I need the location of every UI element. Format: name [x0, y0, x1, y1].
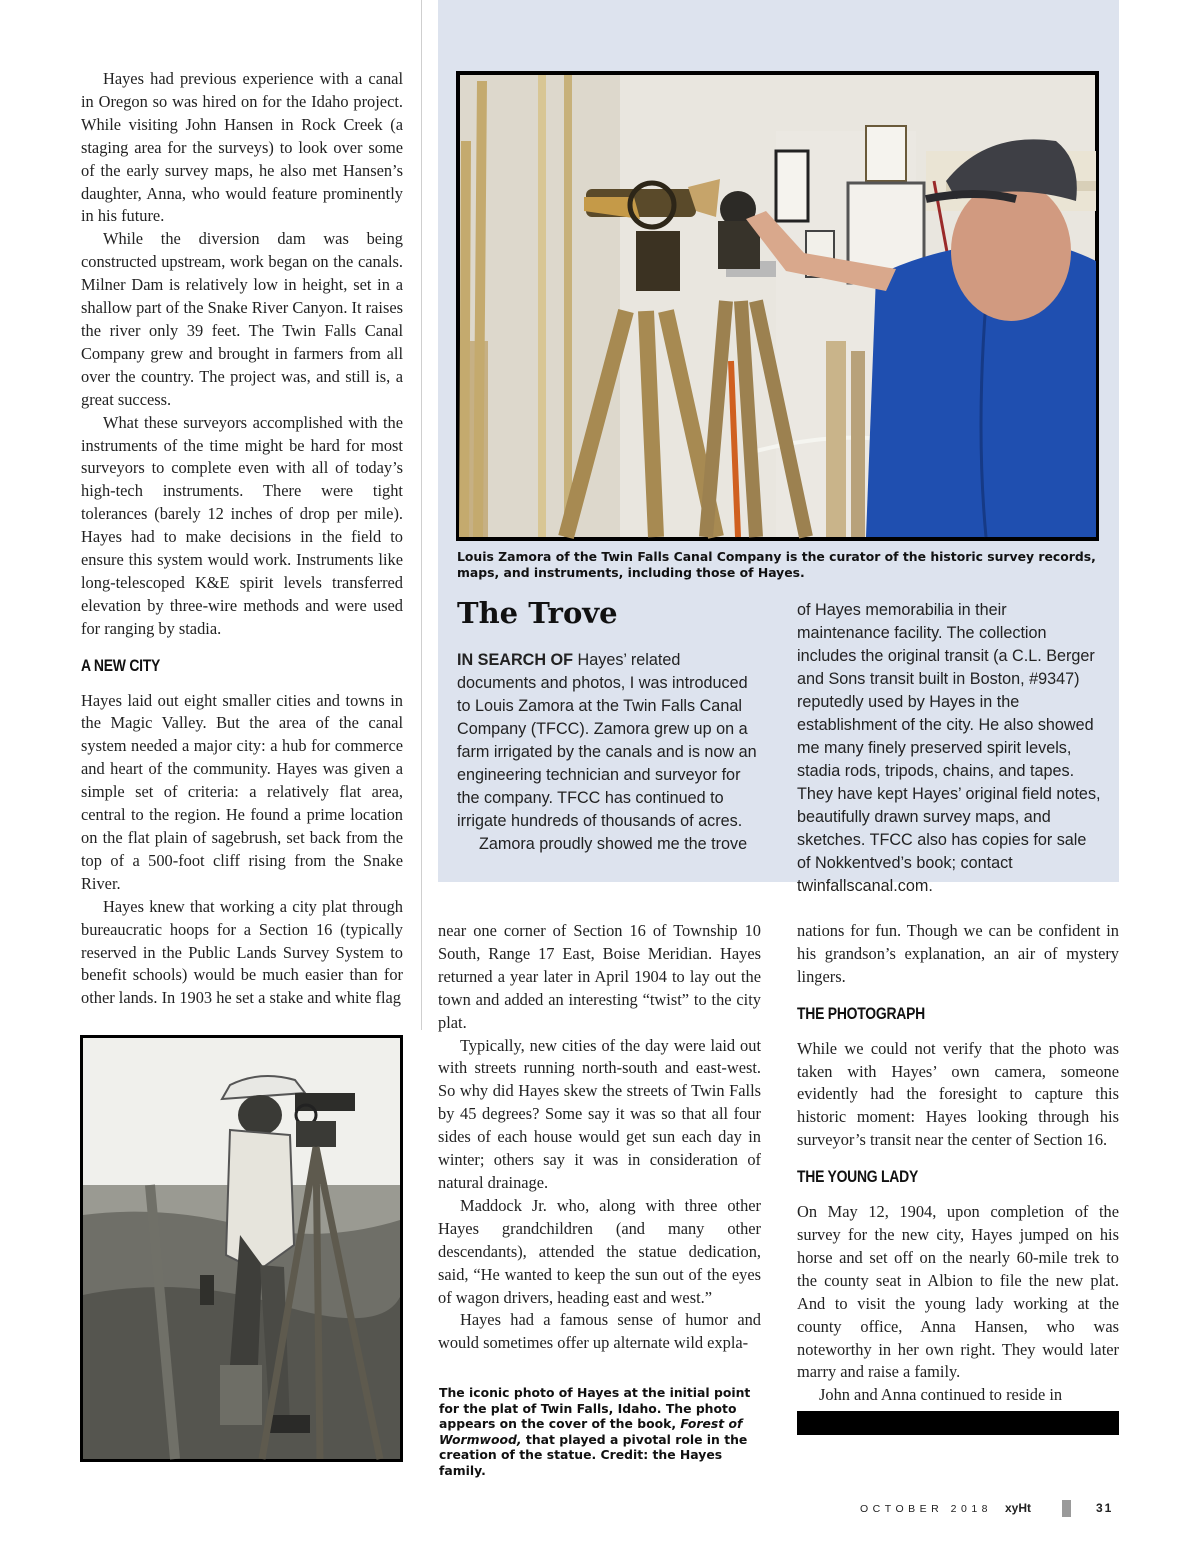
hayes-caption-part-2: that played a pivotal role in the creation of the statue. Credit: the Hayes family.	[439, 1431, 748, 1478]
hayes-photo-caption	[439, 1385, 759, 1478]
zamora-photo-image	[456, 71, 1099, 541]
hayes-caption-part-1: The iconic photo of Hayes at the initial point for the plat of Twin Falls, Idaho. The photo appears on the cover of the book,	[439, 1385, 751, 1431]
zamora-photo-caption: Louis Zamora of the Twin Falls Canal Company is the curator of the historic survey records, maps, and instruments, including those of Hayes.	[457, 549, 1096, 580]
heading-new-city: A NEW CITY	[81, 655, 161, 675]
trove-lead-in: IN SEARCH OF	[457, 651, 574, 669]
section-end-bar	[797, 1411, 1119, 1435]
trove-paragraph-1-text: Hayes’ related documents and photos, I was introduced to Louis Zamora at the Twin Falls Canal Company (TFCC). Zamora grew up on a farm irrigated by the canals and is now an engineering technician and surveyor for the company. TFCC has continued to irrigate hundreds of thousands of acres.	[457, 651, 757, 830]
middle-paragraph-1: near one corner of Section 16 of Township 10 South, Range 17 East, Boise Meridian. Hayes returned a year later in April 1904 to lay out the town and added an interesting “twist” to the city plat.	[438, 921, 761, 1032]
left-paragraph-2: While the diversion dam was being constructed upstream, work began on the canals. Milner Dam is relatively low in height, set in a shallow part of the Snake River Canyon. It raises the river only 39 feet. The Twin Falls Canal Company grew and brought in farmers from all over the country. The project was, and still is, a great success.	[81, 229, 403, 409]
hayes-transit-photo-image	[80, 1035, 403, 1462]
left-paragraph-5: Hayes knew that working a city plat through bureaucratic hoops for a Section 16 (typically reserved in the Public Lands Survey System to benefit schools) would be much easier than for other lands. In 1903 he set a stake and white flag	[81, 896, 403, 1008]
right-paragraph-4: John and Anna continued to reside in	[819, 1385, 1063, 1405]
left-paragraph-1: Hayes had previous experience with a canal in Oregon so was hired on for the Idaho project. While visiting John Hansen in Rock Creek (a staging area for the surveys) to look over some of the early survey maps, he also met Hansen’s daughter, Anna, who would feature prominently in his future.	[81, 69, 403, 226]
right-paragraph-1: nations for fun. Though we can be confident in his grandson’s explanation, an air of mystery lingers.	[797, 921, 1119, 986]
heading-the-young-lady: THE YOUNG LADY	[797, 1167, 919, 1187]
footer-issue-date: OCTOBER 2018	[860, 1503, 993, 1515]
trove-paragraph-1	[457, 649, 762, 833]
footer-page-number: 31	[1096, 1501, 1114, 1515]
zamora-photo	[456, 71, 1099, 541]
middle-paragraph-3: Maddock Jr. who, along with three other Hayes grandchildren (and many other descendants), attended the statue dedication, said, “He wanted to keep the sun out of the eyes of wagon drivers, heading east and west.”	[438, 1195, 761, 1307]
trove-paragraph-2: Zamora proudly showed me the trove	[479, 835, 748, 853]
trove-column-2	[797, 599, 1102, 898]
right-paragraph-3: On May 12, 1904, upon completion of the survey for the new city, Hayes jumped on his horse and set off on the nearly 60-mile trek to the county seat in Albion to file the new plat. And to visit the young lady working at the county office, Anna Hansen, who was noteworthy in her own right. They would later marry and raise a family.	[797, 1202, 1119, 1382]
footer-magazine-name: xyHt	[1005, 1501, 1032, 1515]
hayes-transit-photo	[80, 1035, 403, 1462]
left-column	[81, 68, 403, 1010]
right-paragraph-2: While we could not verify that the photo was taken with Hayes’ own camera, someone evidently had the foresight to capture this historic moment: Hayes looking through his surveyor’s transit near the center of Section 16.	[797, 1038, 1119, 1150]
middle-paragraph-4: Hayes had a famous sense of humor and would sometimes offer up alternate wild expla-	[438, 1310, 761, 1353]
right-column	[797, 920, 1119, 1407]
middle-paragraph-2: Typically, new cities of the day were laid out with streets running north-south and east-west. So why did Hayes skew the streets of Twin Falls by 45 degrees? Some say it was so that all four sides of each house would get sun each day in winter; others say it was in consideration of natural drainage.	[438, 1035, 761, 1192]
footer-divider-block	[1062, 1500, 1071, 1517]
left-paragraph-3: What these surveyors accomplished with the instruments of the time might be hard for most surveyors to complete even with all of today’s high-tech instruments. There were tight tolerances (barely 12 inches of drop per mile). Hayes had to make decisions in the field to ensure this system would work. Instruments like long-telescoped K&E spirit levels transferred elevation by three-wire methods and were used for ranging by stadia.	[81, 412, 403, 638]
trove-column-1	[457, 649, 762, 856]
column-divider	[421, 0, 422, 1030]
trove-title: The Trove	[457, 596, 618, 630]
left-paragraph-4: Hayes laid out eight smaller cities and towns in the Magic Valley. But the area of the canal system needed a major city: a hub for commerce and heart of the community. Hayes was given a simple set of criteria: a relatively flat area, central to the region. He found a prime location on the flat plain of sagebrush, set back from the top of a 500-foot cliff rising from the Snake River.	[81, 690, 403, 893]
middle-column	[438, 920, 761, 1355]
heading-the-photograph: THE PHOTOGRAPH	[797, 1003, 925, 1023]
hayes-caption-book-title: Forest of Wormwood,	[439, 1416, 743, 1447]
trove-paragraph-3: of Hayes memorabilia in their maintenance facility. The collection includes the original transit (a C.L. Berger and Sons transit built in Boston, #9347) reputedly used by Hayes in the establishment of the city. He also showed me many finely preserved spirit levels, stadia rods, tripods, chains, and tapes. They have kept Hayes’ original field notes, beautifully drawn survey maps, and sketches. TFCC also has copies for sale of Nokkentved’s book; contact twinfallscanal.com.	[797, 601, 1101, 895]
